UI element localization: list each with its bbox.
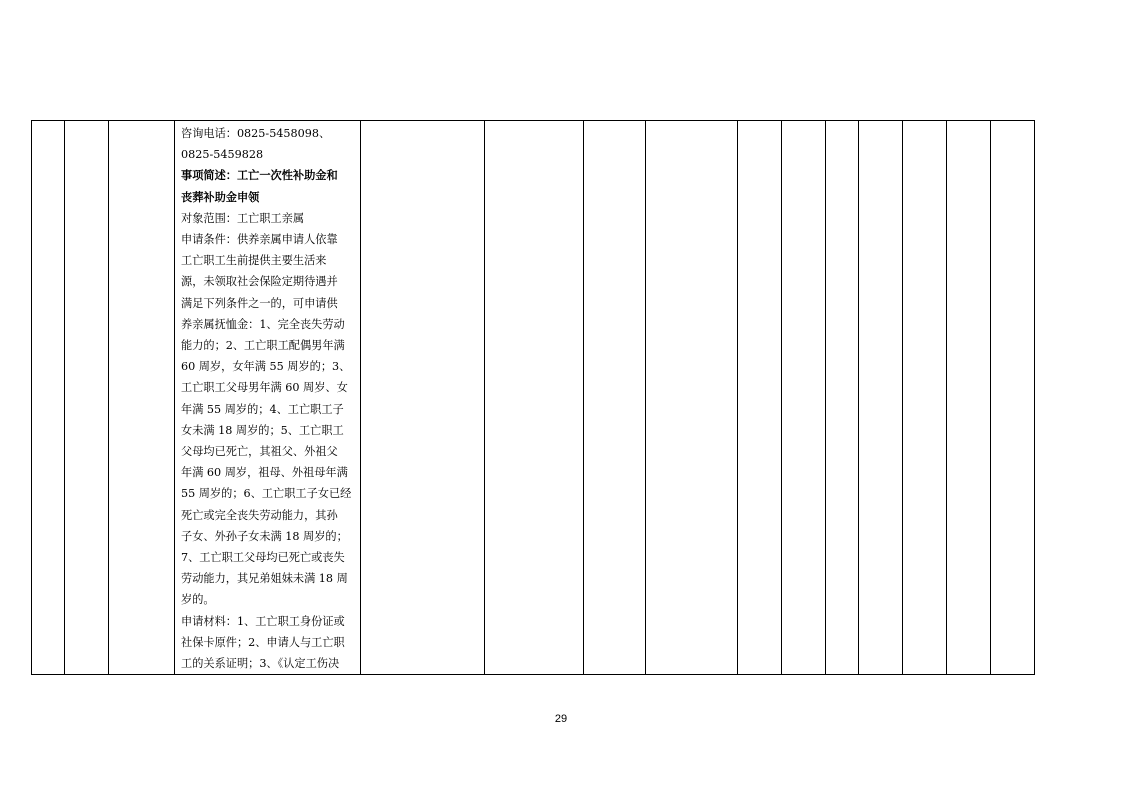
text-line: 申请条件：供养亲属申请人依靠 <box>181 233 338 247</box>
text-line: 劳动能力，其兄弟姐妹未满 18 周 <box>181 572 348 586</box>
text-line: 咨询电话：0825-5458098、 <box>181 127 331 140</box>
table-cell <box>826 121 859 675</box>
text-line: 父母均已死亡，其祖父、外祖父 <box>181 445 338 459</box>
text-line: 工的关系证明；3、《认定工伤决 <box>181 657 340 671</box>
table-cell <box>991 121 1035 675</box>
service-description-cell <box>175 121 361 675</box>
text-line: 能力的；2、工亡职工配偶男年满 <box>181 339 345 353</box>
service-description-text <box>181 123 360 674</box>
text-line: 年满 60 周岁，祖母、外祖母年满 <box>181 466 348 480</box>
text-line: 社保卡原件；2、申请人与工亡职 <box>181 635 345 649</box>
table-cell <box>584 121 646 675</box>
table-cell <box>32 121 65 675</box>
text-line: 0825-5459828 <box>181 148 264 162</box>
text-line: 满足下列条件之一的，可申请供 <box>181 296 338 310</box>
page-number: 29 <box>554 713 568 725</box>
text-line: 7、工亡职工父母均已死亡或丧失 <box>181 551 345 565</box>
text-line: 工亡职工生前提供主要生活来 <box>181 254 327 268</box>
table-cell <box>738 121 782 675</box>
text-line: 申请材料：1、工亡职工身份证或 <box>181 614 345 628</box>
table-cell <box>947 121 991 675</box>
section-heading-line: 丧葬补助金申领 <box>181 189 260 204</box>
table-cell <box>903 121 947 675</box>
table-cell <box>859 121 903 675</box>
text-line: 对象范围：工亡职工亲属 <box>181 211 305 225</box>
text-line: 死亡或完全丧失劳动能力，其孙 <box>181 508 338 522</box>
service-table <box>31 120 1035 675</box>
text-line: 工亡职工父母男年满 60 周岁、女 <box>181 381 348 395</box>
text-line: 55 周岁的；6、工亡职工子女已经 <box>181 487 352 501</box>
table-cell <box>485 121 584 675</box>
text-line: 源，未领取社会保险定期待遇并 <box>181 275 338 289</box>
text-line: 女未满 18 周岁的；5、工亡职工 <box>181 423 344 437</box>
text-line: 养亲属抚恤金：1、完全丧失劳动 <box>181 317 345 331</box>
table-cell <box>646 121 738 675</box>
table-cell <box>65 121 109 675</box>
text-line: 60 周岁，女年满 55 周岁的；3、 <box>181 360 351 374</box>
table-cell <box>782 121 826 675</box>
table-row <box>32 121 1035 675</box>
text-line: 岁的。 <box>181 593 215 607</box>
text-line: 子女、外孙子女未满 18 周岁的； <box>181 529 348 543</box>
text-line: 年满 55 周岁的；4、工亡职工子 <box>181 402 344 416</box>
section-heading-line: 事项简述：工亡一次性补助金和 <box>181 168 338 183</box>
table-cell <box>109 121 175 675</box>
table-cell <box>361 121 485 675</box>
